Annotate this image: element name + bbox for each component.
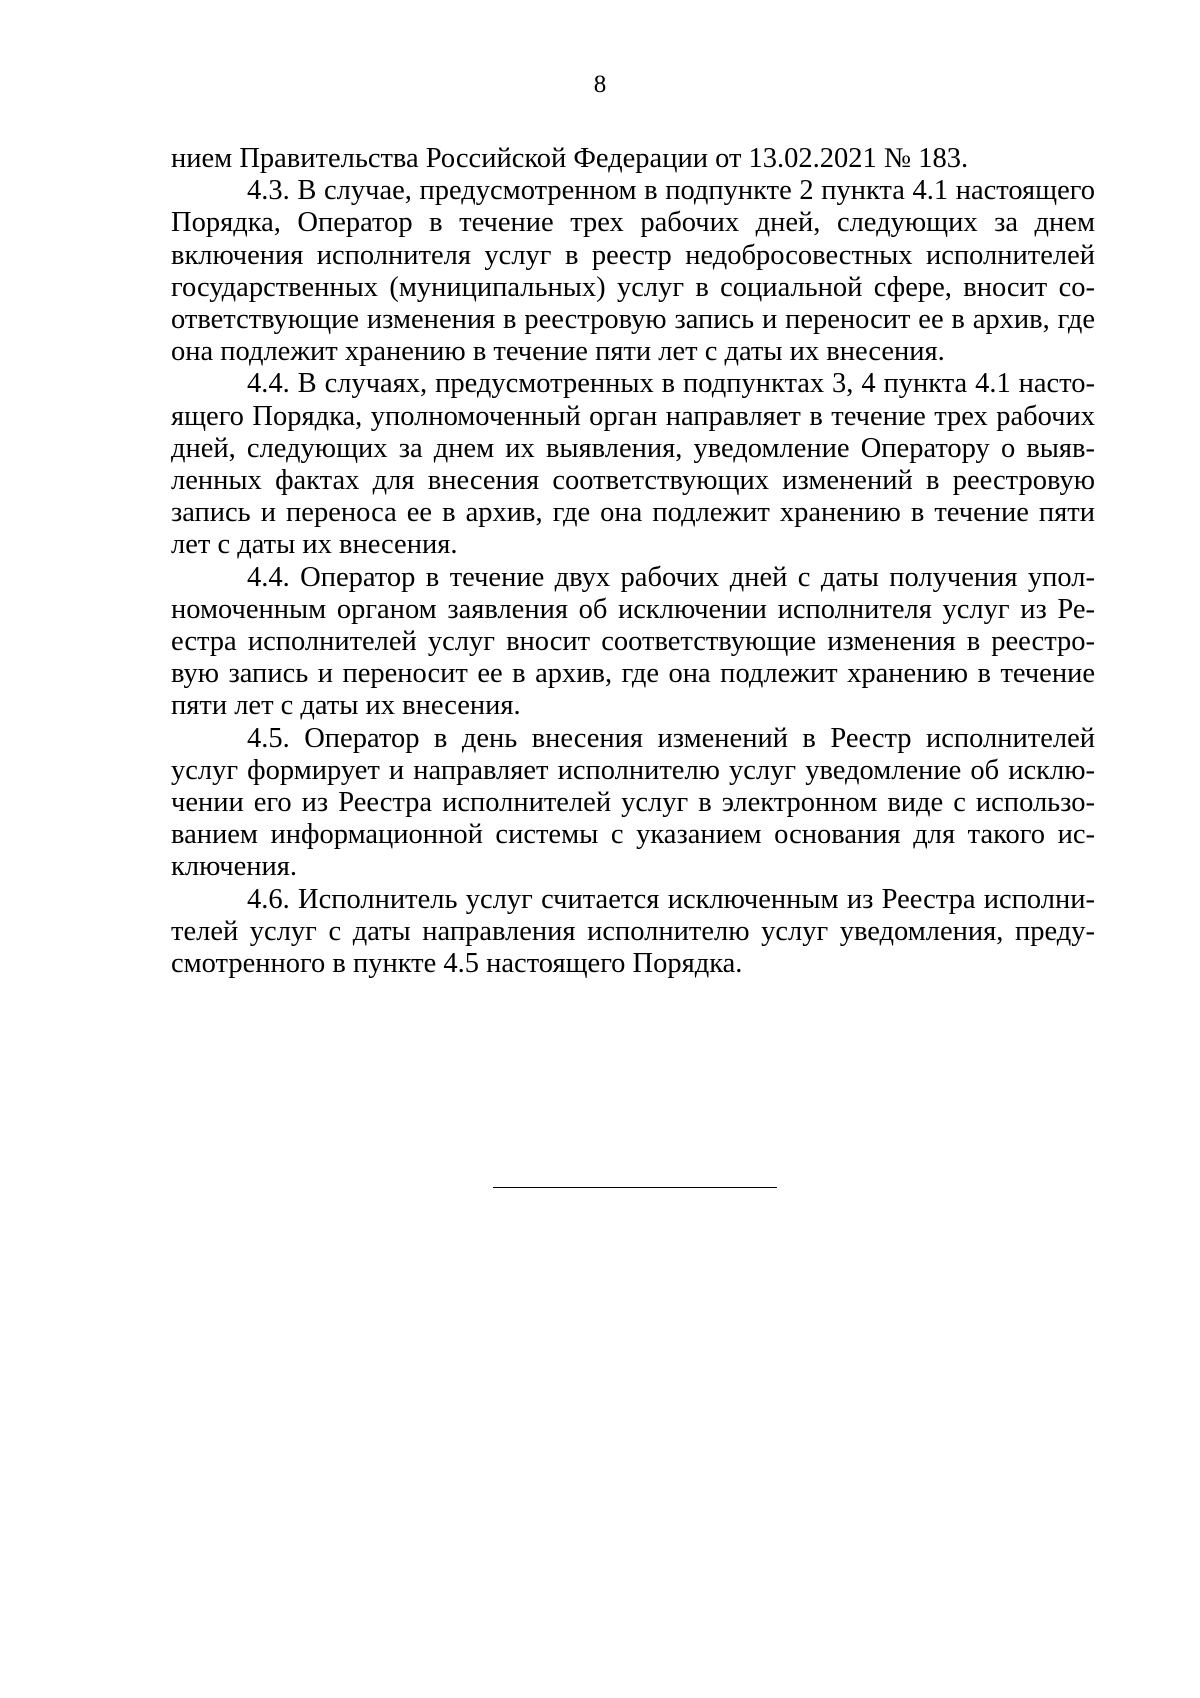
paragraph-item-4-4-b — [171, 562, 1095, 723]
text-line: ключения. — [171, 851, 297, 883]
text-line: услуг формирует и направляет исполнителю услуг уведомление об исклю- — [171, 754, 1095, 786]
text-line: 4.3. В случае, предусмотренном в подпункте 2 пункта 4.1 настоящего — [247, 175, 1095, 207]
paragraph-continuation — [171, 143, 1095, 175]
text-line: 4.4. Оператор в течение двух рабочих дней с даты получения упол- — [247, 561, 1095, 593]
text-line: нием Правительства Российской Федерации от 13.02.2021 № 183. — [171, 143, 969, 174]
text-line: дней, следующих за днем их выявления, уведомление Оператору о выяв- — [171, 432, 1095, 464]
text-line: 4.6. Исполнитель услуг считается исключенным из Реестра исполни- — [247, 883, 1095, 915]
text-line: Порядка, Оператор в течение трех рабочих дней, следующих за днем — [171, 207, 1095, 239]
document-body — [171, 143, 1095, 980]
text-line: ленных фактах для внесения соответствующих изменений в реестровую — [171, 465, 1095, 497]
text-line: ящего Порядка, уполномоченный орган направляет в течение трех рабочих — [171, 400, 1095, 432]
text-line: вую запись и переносит ее в архив, где она подлежит хранению в течение — [171, 658, 1095, 690]
paragraph-item-4-5 — [171, 723, 1095, 884]
text-line: ванием информационной системы с указанием основания для такого ис- — [171, 819, 1095, 851]
text-line: 4.5. Оператор в день внесения изменений в Реестр исполнителей — [247, 722, 1095, 754]
text-line: запись и переноса ее в архив, где она подлежит хранению в течение пяти — [171, 497, 1095, 529]
text-line: лет с даты их внесения. — [171, 529, 458, 561]
text-line: 4.4. В случаях, предусмотренных в подпунктах 3, 4 пункта 4.1 насто- — [247, 368, 1095, 400]
text-line: смотренного в пункте 4.5 настоящего Порядка. — [171, 948, 743, 980]
text-line: чении его из Реестра исполнителей услуг в электронном виде с использо- — [171, 787, 1095, 819]
text-line: естра исполнителей услуг вносит соответствующие изменения в реестро- — [171, 626, 1095, 658]
end-of-document-rule — [493, 1187, 777, 1188]
page-number: 8 — [593, 71, 607, 98]
paragraph-item-4-3 — [171, 175, 1095, 368]
text-line: номоченным органом заявления об исключении исполнителя услуг из Ре- — [171, 593, 1095, 625]
text-line: телей услуг с даты направления исполнителю услуг уведомления, преду- — [171, 915, 1095, 947]
paragraph-item-4-4-a — [171, 368, 1095, 561]
text-line: государственных (муниципальных) услуг в социальной сфере, вносит со- — [171, 271, 1095, 303]
paragraph-item-4-6 — [171, 884, 1095, 981]
text-line: пяти лет с даты их внесения. — [171, 690, 521, 722]
text-line: она подлежит хранению в течение пяти лет с даты их внесения. — [171, 336, 945, 368]
text-line: включения исполнителя услуг в реестр недобросовестных исполнителей — [171, 239, 1095, 271]
text-line: ответствующие изменения в реестровую запись и переносит ее в архив, где — [171, 304, 1095, 336]
